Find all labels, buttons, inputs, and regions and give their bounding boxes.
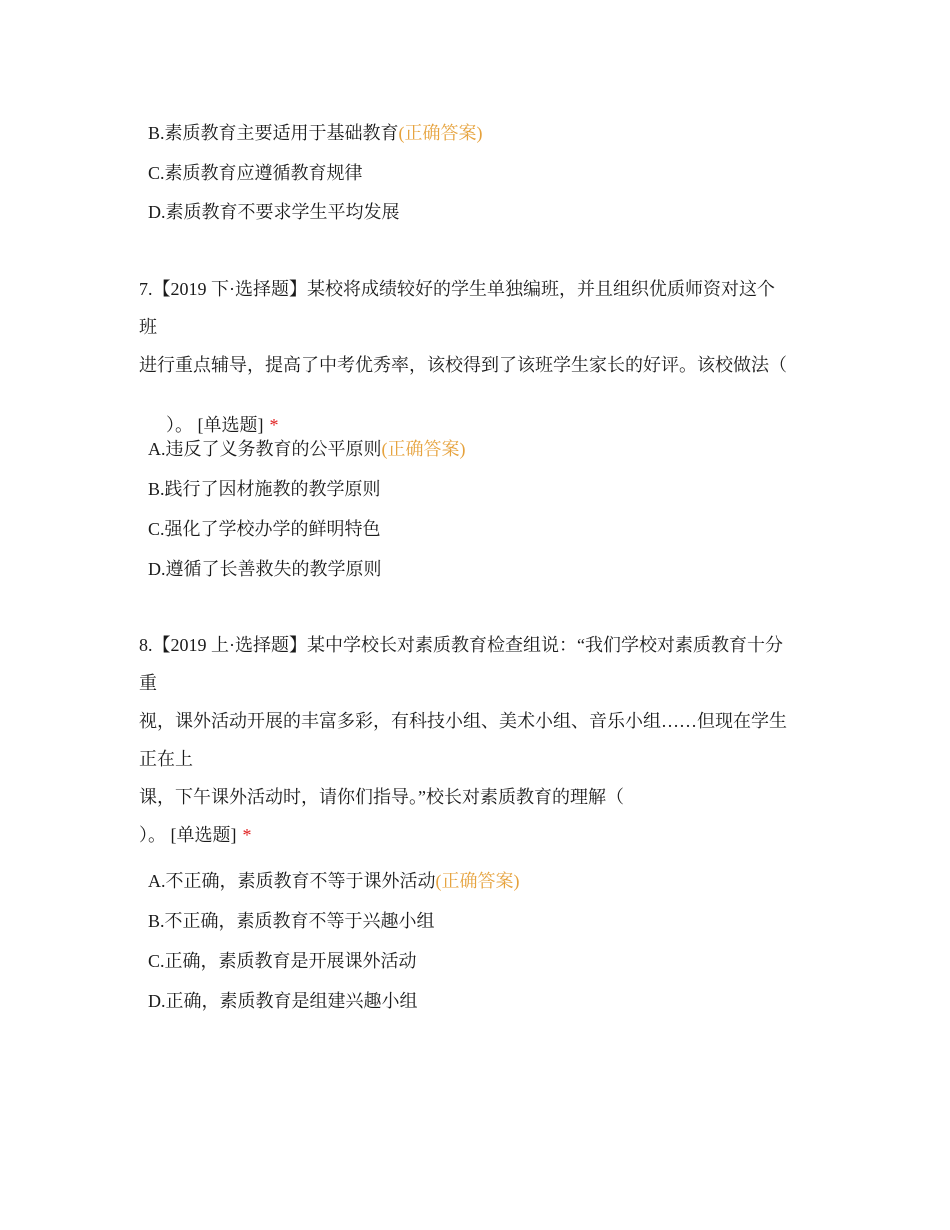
correct-answer-mark: (正确答案)	[398, 123, 483, 143]
option-text: C.强化了学校办学的鲜明特色	[148, 519, 381, 539]
question-type-label: ）。 [单选题]	[157, 415, 264, 435]
q8-stem-line-5: 课，下午课外活动时，请你们指导。”校长对素质教育的理解（	[139, 787, 624, 807]
q8-option-a	[148, 870, 520, 892]
q8-stem-line-6	[139, 824, 252, 846]
q8-option-c	[148, 950, 417, 972]
q7-option-c	[148, 518, 381, 540]
q8-stem-line-3: 视，课外活动开展的丰富多彩，有科技小组、美术小组、音乐小组……但现在学生	[139, 711, 787, 731]
required-mark: *	[269, 415, 279, 435]
option-text: C.素质教育应遵循教育规律	[148, 163, 363, 183]
option-text: D.遵循了长善救失的教学原则	[148, 559, 382, 579]
q7-option-d	[148, 558, 382, 580]
q7-option-a	[148, 438, 466, 460]
option-text: B.素质教育主要适用于基础教育	[148, 123, 399, 143]
option-text: B.不正确，素质教育不等于兴趣小组	[148, 911, 435, 931]
option-text: C.正确，素质教育是开展课外活动	[148, 951, 417, 971]
q7-stem-line-3: 进行重点辅导，提高了中考优秀率，该校得到了该班学生家长的好评。该校做法（	[139, 355, 787, 375]
q7-stem-line-2: 班	[139, 317, 157, 337]
q6-option-d	[148, 201, 400, 223]
q8-option-b	[148, 910, 435, 932]
option-text: D.素质教育不要求学生平均发展	[148, 202, 400, 222]
q8-stem-line-1: 8.【2019 上·选择题】某中学校长对素质教育检查组说：“我们学校对素质教育十分	[139, 635, 783, 655]
option-text: A.不正确，素质教育不等于课外活动	[148, 871, 436, 891]
required-mark: *	[242, 825, 252, 845]
q6-option-c	[148, 162, 363, 184]
q8-option-d	[148, 990, 418, 1012]
q8-stem-line-4: 正在上	[139, 749, 193, 769]
option-text: D.正确，素质教育是组建兴趣小组	[148, 991, 418, 1011]
q8-stem-line-2: 重	[139, 673, 157, 693]
question-type-label: ）。 [单选题]	[139, 825, 237, 845]
option-text: B.践行了因材施教的教学原则	[148, 479, 381, 499]
option-text: A.违反了义务教育的公平原则	[148, 439, 382, 459]
correct-answer-mark: (正确答案)	[435, 871, 520, 891]
q6-option-b	[148, 122, 483, 144]
correct-answer-mark: (正确答案)	[381, 439, 466, 459]
q7-option-b	[148, 478, 381, 500]
q7-stem-line-1: 7.【2019 下·选择题】某校将成绩较好的学生单独编班，并且组织优质师资对这个	[139, 279, 775, 299]
